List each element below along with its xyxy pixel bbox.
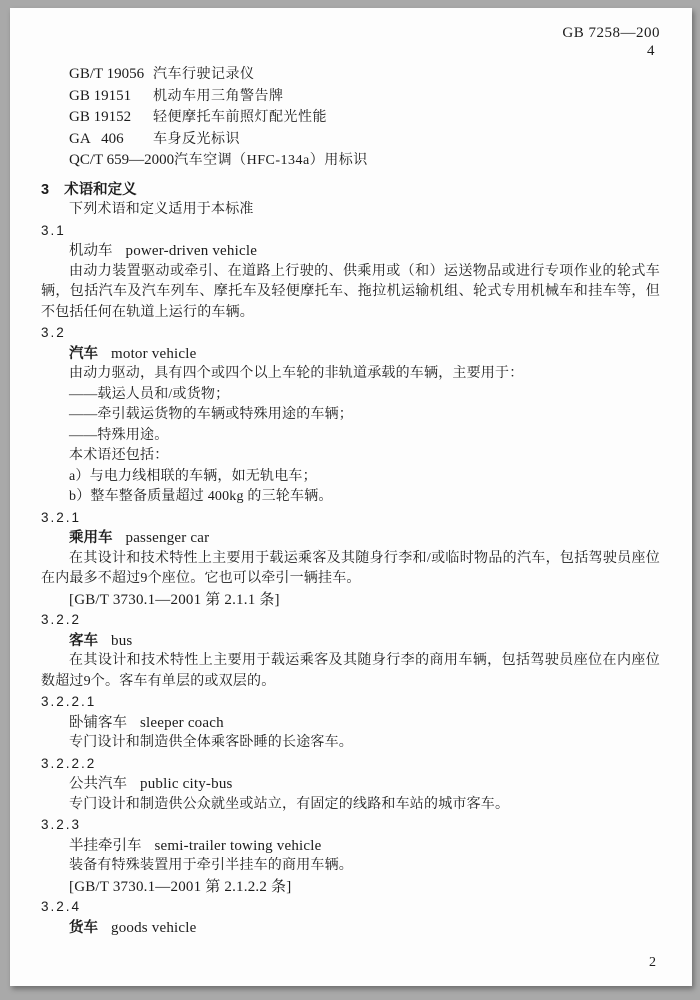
term-zh: 卧铺客车 [69, 714, 127, 731]
term-zh: 机动车 [69, 243, 113, 259]
standard-number-line1: GB 7258—200 [562, 25, 660, 41]
note-list-item: b）整车整备质量超过 400kg 的三轮车辆。 [69, 489, 333, 504]
clause-3-2-3 [41, 815, 660, 897]
clause-number: 3.2.4 [41, 899, 82, 914]
term-zh: 乘用车 [69, 530, 113, 546]
term-line [41, 344, 660, 365]
clause-3-2-1 [41, 508, 660, 611]
dash-list-item: ——载运人员和/或货物； [69, 386, 230, 402]
clause-number: 3.1 [41, 222, 66, 238]
reference-row [41, 64, 660, 86]
term-en: public city-bus [140, 776, 233, 792]
clause-3-2-4 [41, 897, 660, 938]
clause-number: 3.2.2.2 [41, 755, 97, 771]
term-line [41, 241, 660, 262]
standard-number-header [41, 24, 660, 60]
term-zh: 汽车 [69, 345, 98, 362]
reference-list [41, 64, 660, 172]
term-zh: 公共汽车 [69, 776, 127, 792]
page-number: 2 [649, 955, 656, 970]
definition-paragraph: 装备有特殊装置用于牵引半挂车的商用车辆。 [69, 858, 353, 873]
term-zh: 货车 [69, 919, 98, 936]
term-en: power-driven vehicle [125, 243, 258, 259]
definition-paragraph: 专门设计和制造供全体乘客卧睡的长途客车。 [69, 735, 353, 750]
clause-3-2-2 [41, 610, 660, 692]
definition-paragraph: 由动力装置驱动或牵引、在道路上行驶的、供乘用或（和）运送物品或进行专项作业的轮式车辆，包括汽车及汽车列车、摩托车及轻便摩托车、拖拉机运输机组、轮式专用机械车和挂车等，但不包括任何在轨道上运行的车辆。 [41, 263, 660, 320]
reference-row [41, 86, 660, 108]
dash-list-item: ——牵引载运货物的车辆或特殊用途的车辆； [69, 407, 353, 422]
document-page [10, 8, 692, 986]
clause-3-2 [41, 323, 660, 508]
note-list-item: a）与电力线相联的车辆，如无轨电车； [69, 468, 317, 484]
definition-paragraph: 在其设计和技术特性上主要用于载运乘客及其随身行李的商用车辆，包括驾驶员座位在内座位数超过9个。客车有单层的或双层的。 [41, 653, 660, 689]
reference-row [41, 150, 660, 172]
clause-3-2-2-1 [41, 692, 660, 754]
term-en: semi-trailer towing vehicle [154, 837, 322, 854]
section-number: 3 [41, 181, 50, 198]
term-line [41, 836, 660, 857]
clause-number: 3.2.1 [41, 509, 82, 525]
reference-title: 轻便摩托车前照灯配光性能 [153, 110, 327, 125]
clause-number: 3.2.3 [41, 817, 82, 832]
term-line [41, 918, 660, 939]
reference-label: GB 19151 [69, 87, 132, 104]
term-en: bus [111, 632, 133, 649]
clause-3-1 [41, 221, 660, 324]
clause-number: 3.2 [41, 325, 66, 340]
term-en: goods vehicle [111, 919, 197, 936]
reference-label: GB/T 19056 [69, 66, 145, 82]
reference-title: 机动车用三角警告牌 [153, 88, 284, 104]
reference-title: 车身反光标识 [153, 131, 240, 147]
dash-list-item: ——特殊用途。 [69, 427, 169, 443]
term-line [41, 713, 660, 734]
term-zh: 半挂牵引车 [69, 837, 142, 854]
section-intro: 下列术语和定义适用于本标准 [69, 202, 254, 217]
reference-label: QC/T 659—2000 [69, 152, 175, 168]
reference-row [41, 107, 660, 129]
definition-paragraph: 在其设计和技术特性上主要用于载运乘客及其随身行李和/或临时物品的汽车，包括驾驶员座位在内最多不超过9个座位。它也可以牵引一辆挂车。 [41, 550, 660, 586]
clause-number: 3.2.2.1 [41, 694, 97, 709]
definition-paragraph: 专门设计和制造供公众就坐或站立，有固定的线路和车站的城市客车。 [69, 796, 510, 812]
term-line [41, 631, 660, 652]
note-intro: 本术语还包括： [69, 448, 169, 463]
clause-3-2-2-2 [41, 754, 660, 816]
section-heading [41, 180, 660, 201]
reference-title: 汽车行驶记录仪 [153, 67, 255, 82]
reference-label: GA 406 [69, 130, 124, 147]
term-line [41, 774, 660, 795]
term-line [41, 528, 660, 549]
term-en: sleeper coach [140, 714, 224, 731]
reference-label: GB 19152 [69, 109, 132, 125]
standard-number-line2: 4 [647, 43, 655, 59]
term-en: passenger car [125, 530, 210, 546]
clause-number: 3.2.2 [41, 612, 82, 627]
source-reference: [GB/T 3730.1—2001 第 2.1.2.2 条] [69, 878, 292, 895]
definition-intro: 由动力驱动，具有四个或四个以上车轮的非轨道承载的车辆，主要用于： [69, 366, 524, 381]
section-title: 术语和定义 [64, 181, 137, 198]
reference-title: 汽车空调（HFC-134a）用标识 [174, 153, 368, 168]
source-reference: [GB/T 3730.1—2001 第 2.1.1 条] [69, 591, 280, 608]
term-en: motor vehicle [111, 345, 197, 362]
term-zh: 客车 [69, 632, 98, 649]
reference-row [41, 129, 660, 151]
